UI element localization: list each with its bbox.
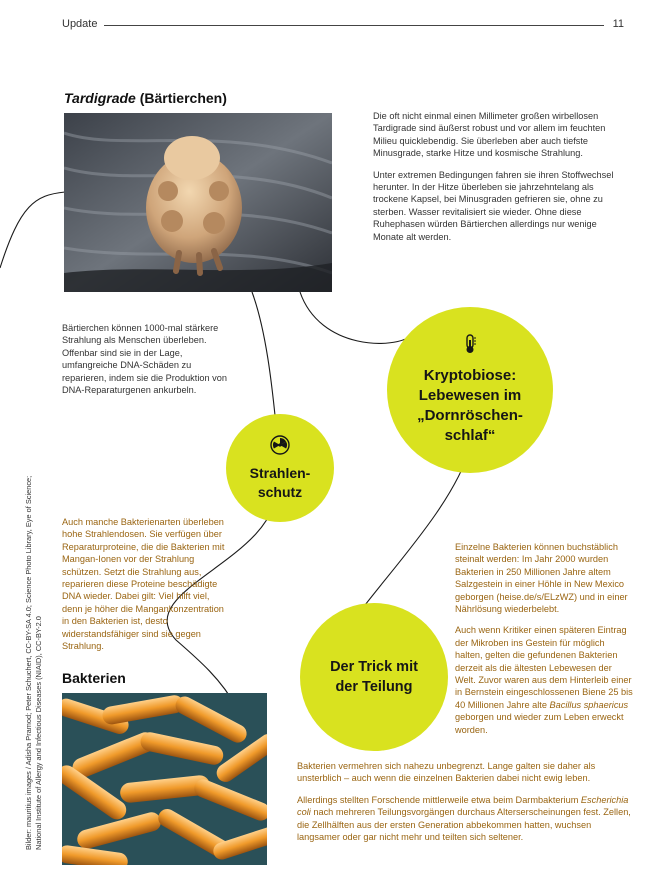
header-rule bbox=[104, 25, 604, 26]
division-label: Der Trick mit der Teilung bbox=[330, 659, 418, 695]
photo-credits: Bilder: mauritius images / Adisha Pramod; Peter Schuchert, CC-BY-SA 4.0; Science Photo Library, Eye of Science; National Institute of Allergy and Infectious Diseases (NIAID), CC-BY-2.0 bbox=[24, 475, 43, 850]
tardigrade-title bbox=[64, 90, 227, 106]
tardigrade-description-p1: Die oft nicht einmal einen Millimeter großen wirbellosen Tardigrade sind äußerst robust und vor allem im feuchten Milieu quicklebendig. Sie überleben aber auch tiefste Minusgrade, starke Hitze und kosmische Strahlung. bbox=[373, 111, 606, 159]
bacteria-salt-p2 bbox=[455, 624, 633, 736]
page-number: 11 bbox=[612, 18, 624, 30]
bacteria-salt-text bbox=[455, 541, 633, 745]
radiation-icon bbox=[270, 435, 290, 460]
bacteria-division-p2 bbox=[297, 794, 633, 844]
radiation-bubble bbox=[226, 414, 334, 522]
section-label: Update bbox=[62, 18, 98, 30]
ecoli-species: Escherichia coli bbox=[297, 794, 629, 818]
tardigrade-title-rest: (Bärtierchen) bbox=[135, 90, 227, 106]
bacteria-salt-p2-a: Auch wenn Kritiker einen späteren Eintrag der Mikroben ins Gestein für möglich halten, gelten die gefundenen Bakterien derzeit als die ältesten Lebewesen der Welt. Zuvor waren aus dem Hinterleib einer in Bernstein eingeschlossenen Biene 25 bis 40 Millionen Jahre alte bbox=[455, 625, 633, 710]
cryptobiosis-label: Kryptobiose: Lebewesen im „Dornröschen- schlaf“ bbox=[417, 367, 523, 444]
bacillus-species: Bacillus sphaericus bbox=[549, 699, 629, 710]
division-bubble bbox=[300, 603, 448, 751]
tardigrade-title-italic: Tardigrade bbox=[64, 90, 136, 106]
tardigrade-description-p2: Unter extremen Bedingungen fahren sie ihren Stoffwechsel herunter. In der Hitze überleben sie jahrzehntelang als trockene Kapsel, bei Minusgraden gefrieren sie, ohne zu sterben. Wasser revitalisiert sie wieder. Ohne diese Ruhephasen würden Bärtierchen allerdings nur wenige Monate alt werden. bbox=[373, 169, 614, 242]
bacteria-radiation-note: Auch manche Bakterienarten überleben hohe Strahlendosen. Sie verfügen über Reparaturproteine, die die Bakterien mit Mangan-Ionen vor der Strahlung schützen. Setzt die Strahlung aus, reparieren diese Proteine beschädigte DNA wieder. Dabei gilt: Viel hilft viel, denn je höher die Mangankonzentration in den Bakterien ist, desto widerstandsfähiger sind sie gegen Strahlung. bbox=[62, 517, 225, 652]
bacteria-division-p1: Bakterien vermehren sich nahezu unbegrenzt. Lange galten sie daher als unsterblich – auch wenn die einzelnen Bakterien dabei nicht ewig leben. bbox=[297, 761, 596, 784]
radiation-label: Strahlen- schutz bbox=[249, 464, 311, 500]
thermometer-icon bbox=[463, 334, 477, 360]
tardigrade-photo bbox=[64, 113, 332, 292]
bacteria-salt-p1: Einzelne Bakterien können buchstäblich steinalt werden: Im Jahr 2000 wurden Bakterien in 250 Millionen Jahre altem Salzgestein in einer Höhle in New Mexico geborgen (heise.de/s/ELzWZ) und in einer Nährlösung wiederbelebt. bbox=[455, 542, 628, 615]
bacteria-title: Bakterien bbox=[62, 670, 126, 686]
bacteria-division-p2-b: nach mehreren Teilungsvorgängen durchaus Alterserscheinungen fest. Zellen, die Zellhälften aus der ersten Generation abbekommen hatten, wuchsen langsamer oder gar nicht mehr und teilten sich seltener. bbox=[297, 807, 631, 843]
page-header bbox=[62, 18, 632, 34]
bacteria-salt-p2-b: geborgen und wieder zum Leben erweckt worden. bbox=[455, 712, 624, 735]
bacteria-division-text bbox=[297, 760, 633, 852]
tardigrade-description bbox=[373, 110, 623, 252]
cryptobiosis-bubble bbox=[387, 307, 553, 473]
bacteria-photo bbox=[62, 693, 267, 865]
bacteria-division-p2-a: Allerdings stellten Forschende mittlerweile etwa beim Darmbakterium bbox=[297, 794, 581, 805]
tardigrade-radiation-note: Bärtierchen können 1000-mal stärkere Strahlung als Menschen überleben. Offenbar sind sie in der Lage, umfangreiche DNA-Schäden zu reparieren, indem sie die Produktion von DNA-Reparaturgenen ankurbeln. bbox=[62, 323, 227, 396]
